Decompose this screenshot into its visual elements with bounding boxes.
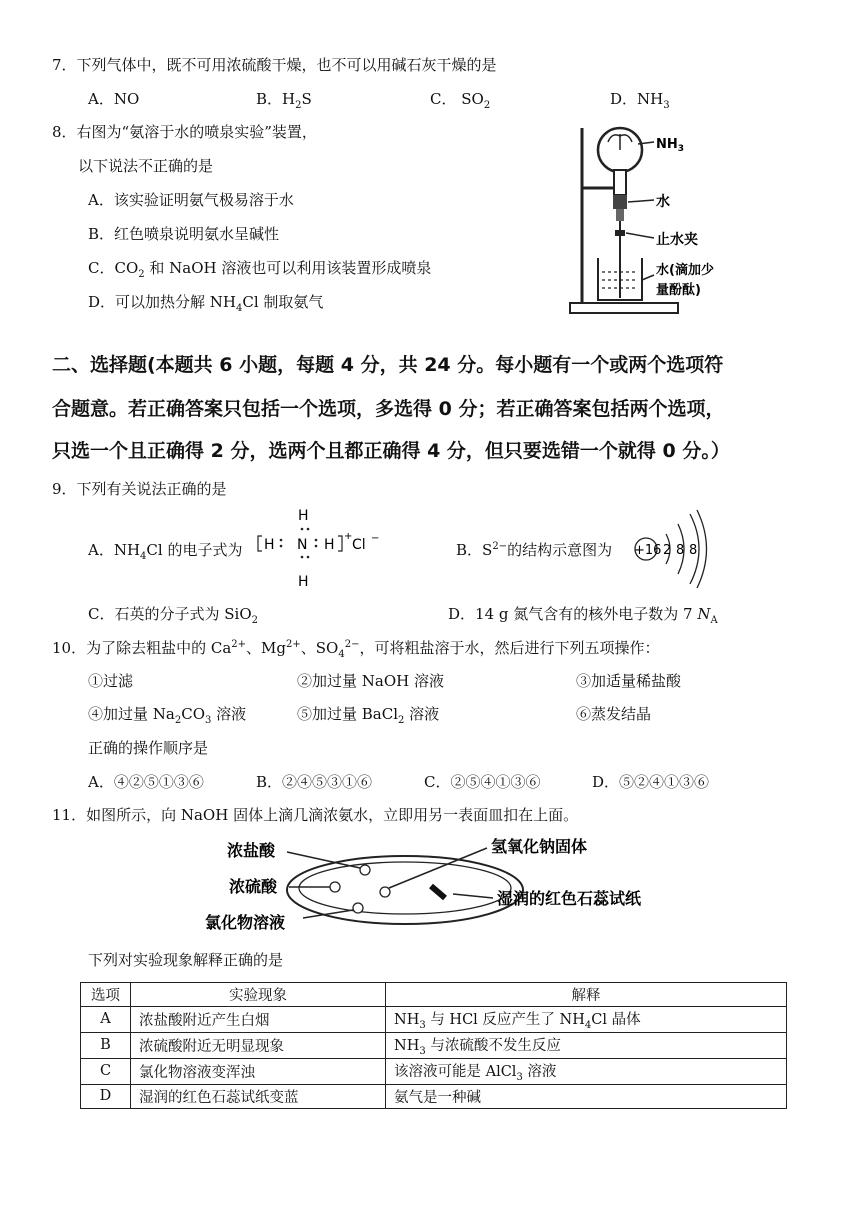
cell-explanation: 氨气是一种碱 (386, 1084, 787, 1108)
water-clamp (615, 230, 625, 236)
cell-phenomenon: 浓硫酸附近无明显现象 (131, 1032, 386, 1058)
q10-option-c: C．②⑤④①③⑥ (424, 773, 541, 791)
q10-op-2: ②加过量 NaOH 溶液 (297, 672, 444, 690)
label-beaker-2: 量酚酞) (656, 283, 701, 298)
q8-stem-2: 以下说法不正确的是 (78, 157, 214, 175)
q8-option-a: A．该实验证明氨气极易溶于水 (88, 191, 294, 209)
q9-option-b: B．$S^{2-}$的结构示意图为 (456, 541, 613, 559)
svg-text:8: 8 (676, 543, 685, 558)
svg-text:N: N (297, 537, 308, 553)
q8-stem: 8．右图为“氨溶于水的喷泉实验”装置， (52, 123, 317, 141)
s2-structure-diagram (630, 506, 720, 592)
q10-op-3: ③加适量稀盐酸 (576, 672, 682, 690)
svg-text:−: − (371, 533, 380, 544)
q11-stem: 11．如图所示，向 NaOH 固体上滴几滴浓氨水，立即用另一表面皿扣在上面。 (52, 806, 579, 824)
q10-op-5: ⑤加过量 BaCl$_2$ 溶液 (297, 705, 440, 726)
section-2-line-1: 二、选择题(本题共 6 小题，每题 4 分，共 24 分。每小题有一个或两个选项符 (52, 354, 724, 376)
svg-text:+16: +16 (634, 543, 662, 558)
cell-option: A (81, 1007, 131, 1033)
cell-explanation: $NH_3$ 与 HCl 反应产生了 $NH_4Cl$ 晶体 (386, 1007, 787, 1033)
table-row (81, 1084, 787, 1108)
svg-text:Cl: Cl (352, 537, 366, 553)
q7-option-a: A．NO (88, 90, 140, 108)
dropper (616, 209, 624, 221)
svg-text:H: H (324, 537, 335, 553)
section-2-line-3: 只选一个且正确得 2 分，选两个且都正确得 4 分，但只要选错一个就得 0 分。） (52, 440, 730, 462)
q10-op-1: ①过滤 (88, 672, 134, 690)
cell-option: D (81, 1084, 131, 1108)
q8-option-b: B．红色喷泉说明氨水呈碱性 (88, 225, 280, 243)
label-nh3: $NH_3$ (656, 137, 685, 154)
label-water: 水 (656, 194, 670, 210)
cell-option: C (81, 1058, 131, 1084)
stopper (613, 195, 627, 209)
q10-op-6: ⑥蒸发结晶 (576, 705, 652, 723)
q11-explain-question: 下列对实验现象解释正确的是 (88, 951, 284, 969)
table-row (81, 1007, 787, 1033)
fountain-apparatus-figure (560, 120, 730, 320)
svg-text:浓硫酸: 浓硫酸 (229, 877, 278, 896)
svg-text:8: 8 (689, 543, 698, 558)
q7-option-b: B．$H_2S$ (256, 90, 312, 111)
q10-order-question: 正确的操作顺序是 (88, 739, 209, 757)
table-header-row (81, 983, 787, 1007)
q9-stem: 9．下列有关说法正确的是 (52, 480, 227, 498)
svg-text:H: H (264, 537, 275, 553)
table-row (81, 1058, 787, 1084)
stand-base (570, 303, 678, 313)
q7-option-c: C． $SO_2$ (430, 90, 491, 111)
hcl-drop (360, 865, 370, 875)
q8-option-c: C．$CO_2$ 和 NaOH 溶液也可以利用该装置形成喷泉 (88, 259, 432, 280)
svg-text:+: + (344, 531, 353, 542)
header-explanation: 解释 (386, 983, 787, 1007)
q11-answer-table (80, 982, 787, 1109)
q9-option-d: D．14 g 氮气含有的核外电子数为 7 $N_A$ (448, 605, 718, 626)
svg-text:2: 2 (663, 543, 672, 558)
chloride-drop (353, 903, 363, 913)
header-option: 选项 (81, 983, 131, 1007)
cell-explanation: 该溶液可能是 AlCl$_3$ 溶液 (386, 1058, 787, 1084)
svg-text:氯化物溶液: 氯化物溶液 (205, 913, 286, 932)
cell-phenomenon: 氯化物溶液变浑浊 (131, 1058, 386, 1084)
naoh-solid (380, 887, 390, 897)
cell-phenomenon: 湿润的红色石蕊试纸变蓝 (131, 1084, 386, 1108)
table-row (81, 1032, 787, 1058)
flask-neck (614, 170, 626, 195)
cell-explanation: $NH_3$ 与浓硫酸不发生反应 (386, 1032, 787, 1058)
svg-text:湿润的红色石蕊试纸: 湿润的红色石蕊试纸 (497, 889, 642, 908)
svg-text:浓盐酸: 浓盐酸 (227, 841, 276, 860)
q10-stem: 10．为了除去粗盐中的 $Ca^{2+}$、$Mg^{2+}$、$SO_4^{2-}$，可将粗盐溶于水，然后进行下列五项操作： (52, 639, 660, 660)
q7-stem: 7．下列气体中，既不可用浓硫酸干燥，也不可以用碱石灰干燥的是 (52, 56, 497, 74)
cell-option: B (81, 1032, 131, 1058)
svg-text:氢氧化钠固体: 氢氧化钠固体 (491, 837, 588, 856)
label-beaker-1: 水(滴加少 (656, 263, 714, 278)
nh4cl-electron-formula (256, 506, 388, 592)
cell-phenomenon: 浓盐酸附近产生白烟 (131, 1007, 386, 1033)
q8-option-d: D．可以加热分解 $NH_4Cl$ 制取氨气 (88, 293, 324, 314)
q9-option-c: C．石英的分子式为 SiO$_2$ (88, 605, 258, 626)
q9-option-a: A．$NH_4Cl$ 的电子式为 (88, 541, 243, 562)
h2so4-drop (330, 882, 340, 892)
label-clamp: 止水夹 (656, 232, 698, 248)
q10-option-d: D．⑤②④①③⑥ (592, 773, 710, 791)
q10-op-4: ④加过量 $Na_2CO_3$ 溶液 (88, 705, 247, 726)
q10-option-a: A．④②⑤①③⑥ (88, 773, 204, 791)
q10-option-b: B．②④⑤③①⑥ (256, 773, 373, 791)
section-2-line-2: 合题意。若正确答案只包括一个选项，多选得 0 分；若正确答案包括两个选项， (52, 398, 725, 420)
svg-text:H: H (298, 574, 309, 590)
header-phenomenon: 实验现象 (131, 983, 386, 1007)
watch-glass-figure (205, 830, 685, 938)
svg-text:H: H (298, 508, 309, 524)
q7-option-d: D．$NH_3$ (610, 90, 670, 111)
